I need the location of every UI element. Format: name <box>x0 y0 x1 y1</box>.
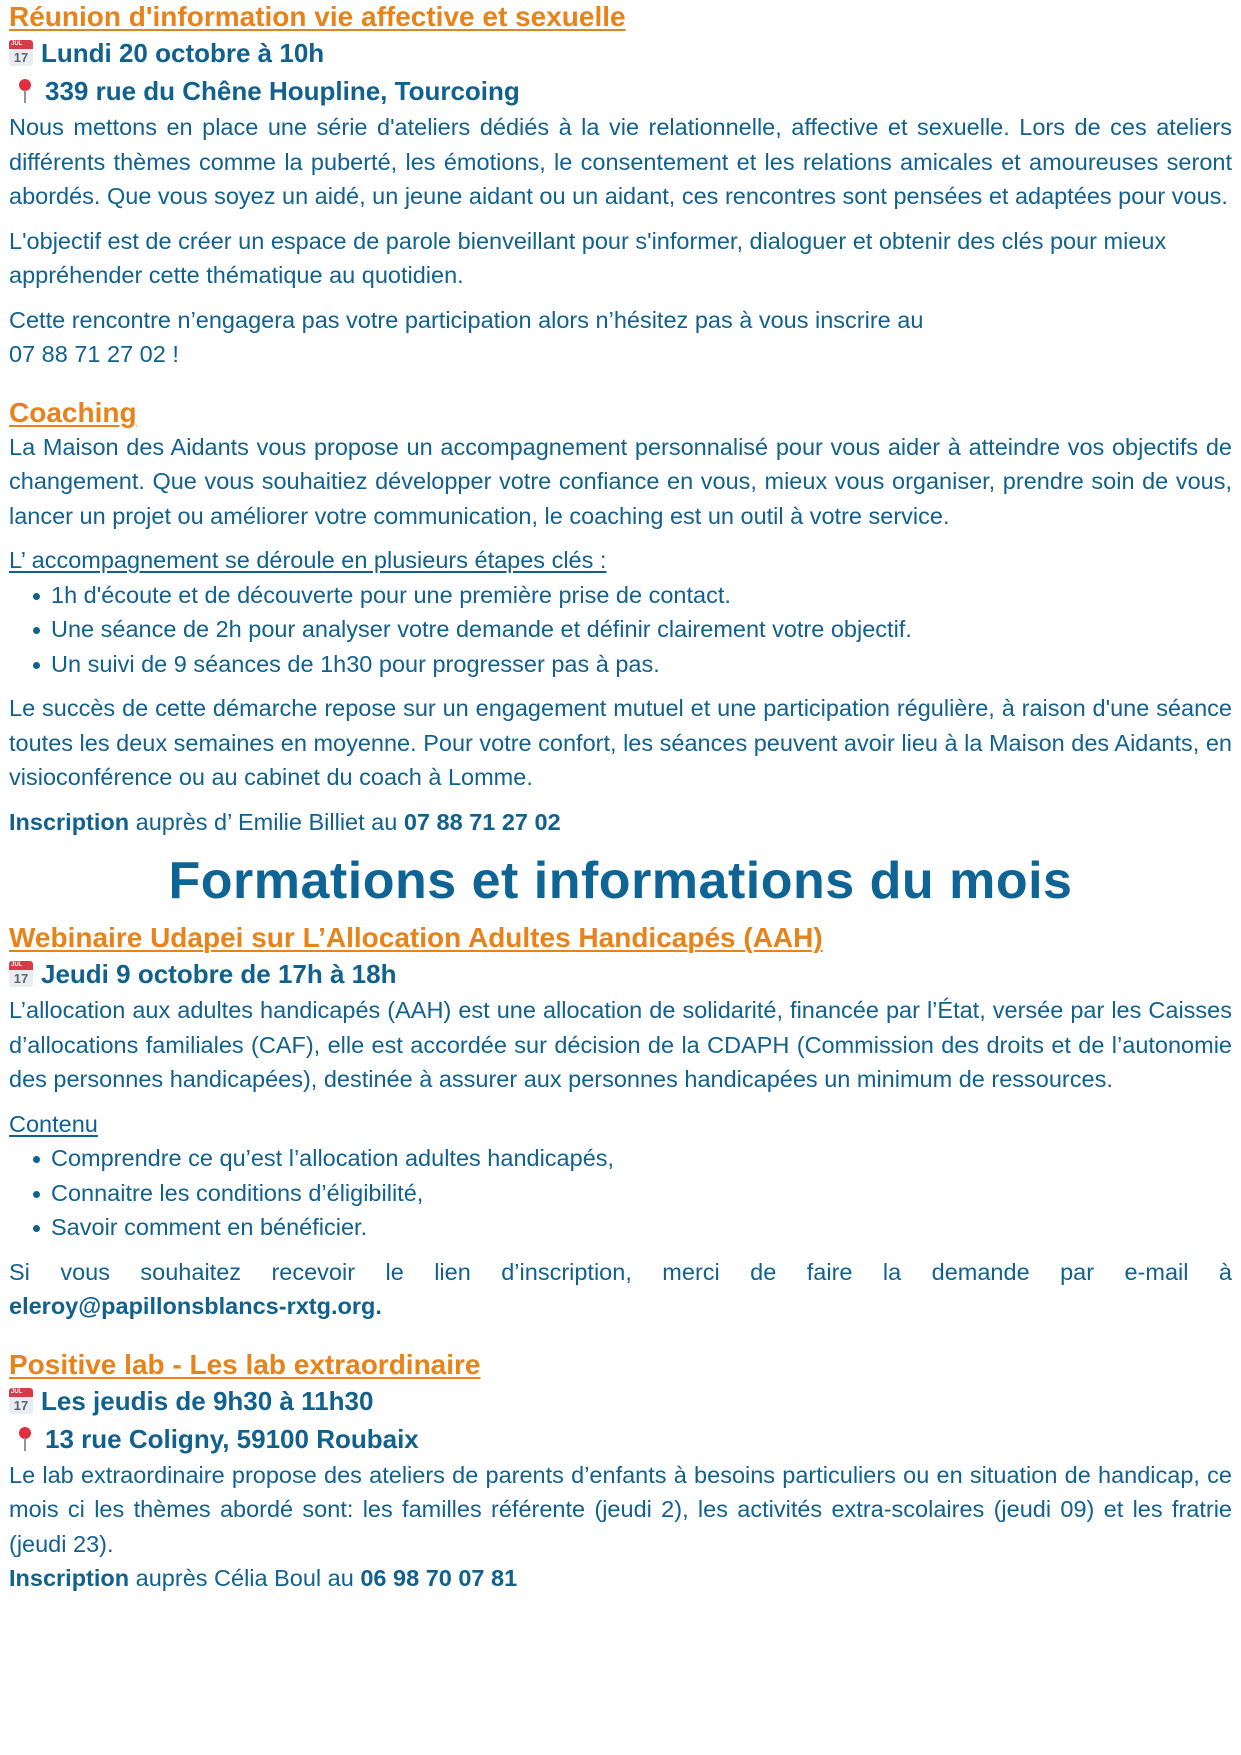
phone-number[interactable]: 07 88 71 27 02 ! <box>9 341 179 367</box>
paragraph: Le lab extraordinaire propose des ateliers de parents d’enfants à besoins particuliers ou en situation de handicap, ce mois ci les thèmes abordé sont: les familles référente (jeudi 2), les activités extra-scolaires (jeudi 09) et les fratrie (jeudi 23). <box>9 1461 1232 1557</box>
event-location-text: 339 rue du Chêne Houpline, Tourcoing <box>45 76 520 106</box>
phone-number[interactable]: 06 98 70 07 81 <box>360 1565 518 1591</box>
email-link[interactable]: eleroy@papillonsblancs-rxtg.org <box>9 1293 376 1319</box>
event-date-text: Jeudi 9 octobre de 17h à 18h <box>41 959 397 989</box>
paragraph: Nous mettons en place une série d'ateliers dédiés à la vie relationnelle, affective et sexuelle. Lors de ces ateliers différents thèmes comme la puberté, les émotions, le consentement et les relations amicales et amoureuses seront abordés. Que vous soyez un aidé, un jeune aidant ou un aidant, ces rencontres sont pensées et adaptées pour vous. <box>9 114 1232 209</box>
content-list <box>9 1141 1232 1245</box>
list-item: Un suivi de 9 séances de 1h30 pour progresser pas à pas. <box>31 647 1232 682</box>
paragraph-contact: Cette rencontre n’engagera pas votre participation alors n’hésitez pas à vous inscrire au 07 88 71 27 02 ! <box>9 306 924 367</box>
calendar-icon: JUL 17 <box>9 40 33 66</box>
list-item: Savoir comment en bénéficier. <box>31 1210 1232 1245</box>
main-title: Formations et informations du mois <box>168 852 1073 910</box>
spacer <box>9 382 1232 396</box>
section-positive-lab <box>9 1348 1232 1596</box>
event-date <box>9 34 1232 72</box>
section-title-webinaire[interactable]: Webinaire Udapei sur L’Allocation Adultes Handicapés (AAH) <box>9 922 823 953</box>
inscription-line: Inscription auprès d’ Emilie Billiet au 07 88 71 27 02 <box>9 808 561 835</box>
paragraph: L’allocation aux adultes handicapés (AAH) est une allocation de solidarité, financée par l’État, versée par les Caisses d’allocations familiales (CAF), elle est accordée sur décision de la CDAPH (Commission des droits et de l’autonomie des personnes handicapées), destinée à assurer aux personnes handicapées un minimum de ressources. <box>9 997 1232 1092</box>
steps-heading: L’ accompagnement se déroule en plusieurs étapes clés : <box>9 547 607 573</box>
list-item: Une séance de 2h pour analyser votre demande et définir clairement votre objectif. <box>31 612 1232 647</box>
section-title-positive-lab[interactable]: Positive lab - Les lab extraordinaire <box>9 1348 481 1380</box>
event-date-text: Les jeudis de 9h30 à 11h30 <box>41 1385 374 1416</box>
paragraph: Le succès de cette démarche repose sur un engagement mutuel et une participation régulière, à raison d'une séance toutes les deux semaines en moyenne. Pour votre confort, les séances peuvent avoir lieu à la Maison des Aidants, en visioconférence ou au cabinet du coach à Lomme. <box>9 695 1232 790</box>
list-item: Connaitre les conditions d’éligibilité, <box>31 1176 1232 1211</box>
event-location <box>9 72 1232 110</box>
section-title-vie-affective[interactable]: Réunion d'information vie affective et sexuelle <box>9 1 626 32</box>
section-webinaire-aah <box>9 921 1232 1324</box>
section-title-coaching[interactable]: Coaching <box>9 396 137 428</box>
spacer <box>9 1334 1232 1348</box>
paragraph: L'objectif est de créer un espace de parole bienveillant pour s'informer, dialoguer et obtenir des clés pour mieux appréhender cette thématique au quotidien. <box>9 227 1167 288</box>
section-coaching <box>9 396 1232 840</box>
event-location-text: 13 rue Coligny, 59100 Roubaix <box>45 1423 419 1454</box>
event-date <box>9 955 1232 993</box>
paragraph: Si vous souhaitez recevoir le lien d’inscription, merci de faire la demande par e-mail à <box>9 1258 1232 1285</box>
phone-number[interactable]: 07 88 71 27 02 <box>403 808 561 835</box>
calendar-icon: JUL 17 <box>9 1388 33 1414</box>
event-location <box>9 1420 1232 1458</box>
round-pushpin-icon <box>17 1426 33 1452</box>
list-item: 1h d'écoute et de découverte pour une première prise de contact. <box>31 578 1232 613</box>
inscription-label: Inscription <box>9 1565 130 1591</box>
content-heading: Contenu <box>9 1110 98 1137</box>
round-pushpin-icon <box>17 78 33 104</box>
paragraph: La Maison des Aidants vous propose un accompagnement personnalisé pour vous aider à atteindre vos objectifs de changement. Que vous souhaitiez développer votre confiance en vous, mieux vous organiser, prendre soin de vous, lancer un projet ou améliorer votre communication, le coaching est un outil à votre service. <box>9 433 1232 529</box>
event-date-text: Lundi 20 octobre à 10h <box>41 38 325 68</box>
section-vie-affective <box>9 0 1232 372</box>
steps-list <box>9 578 1232 682</box>
email-line: eleroy@papillonsblancs-rxtg.org. <box>9 1293 382 1319</box>
inscription-line: Inscription auprès Célia Boul au 06 98 70 07 81 <box>9 1565 518 1591</box>
inscription-label: Inscription <box>9 808 130 835</box>
list-item: Comprendre ce qu’est l’allocation adultes handicapés, <box>31 1141 1232 1176</box>
event-date <box>9 1382 1232 1420</box>
calendar-icon: JUL 17 <box>9 961 33 987</box>
